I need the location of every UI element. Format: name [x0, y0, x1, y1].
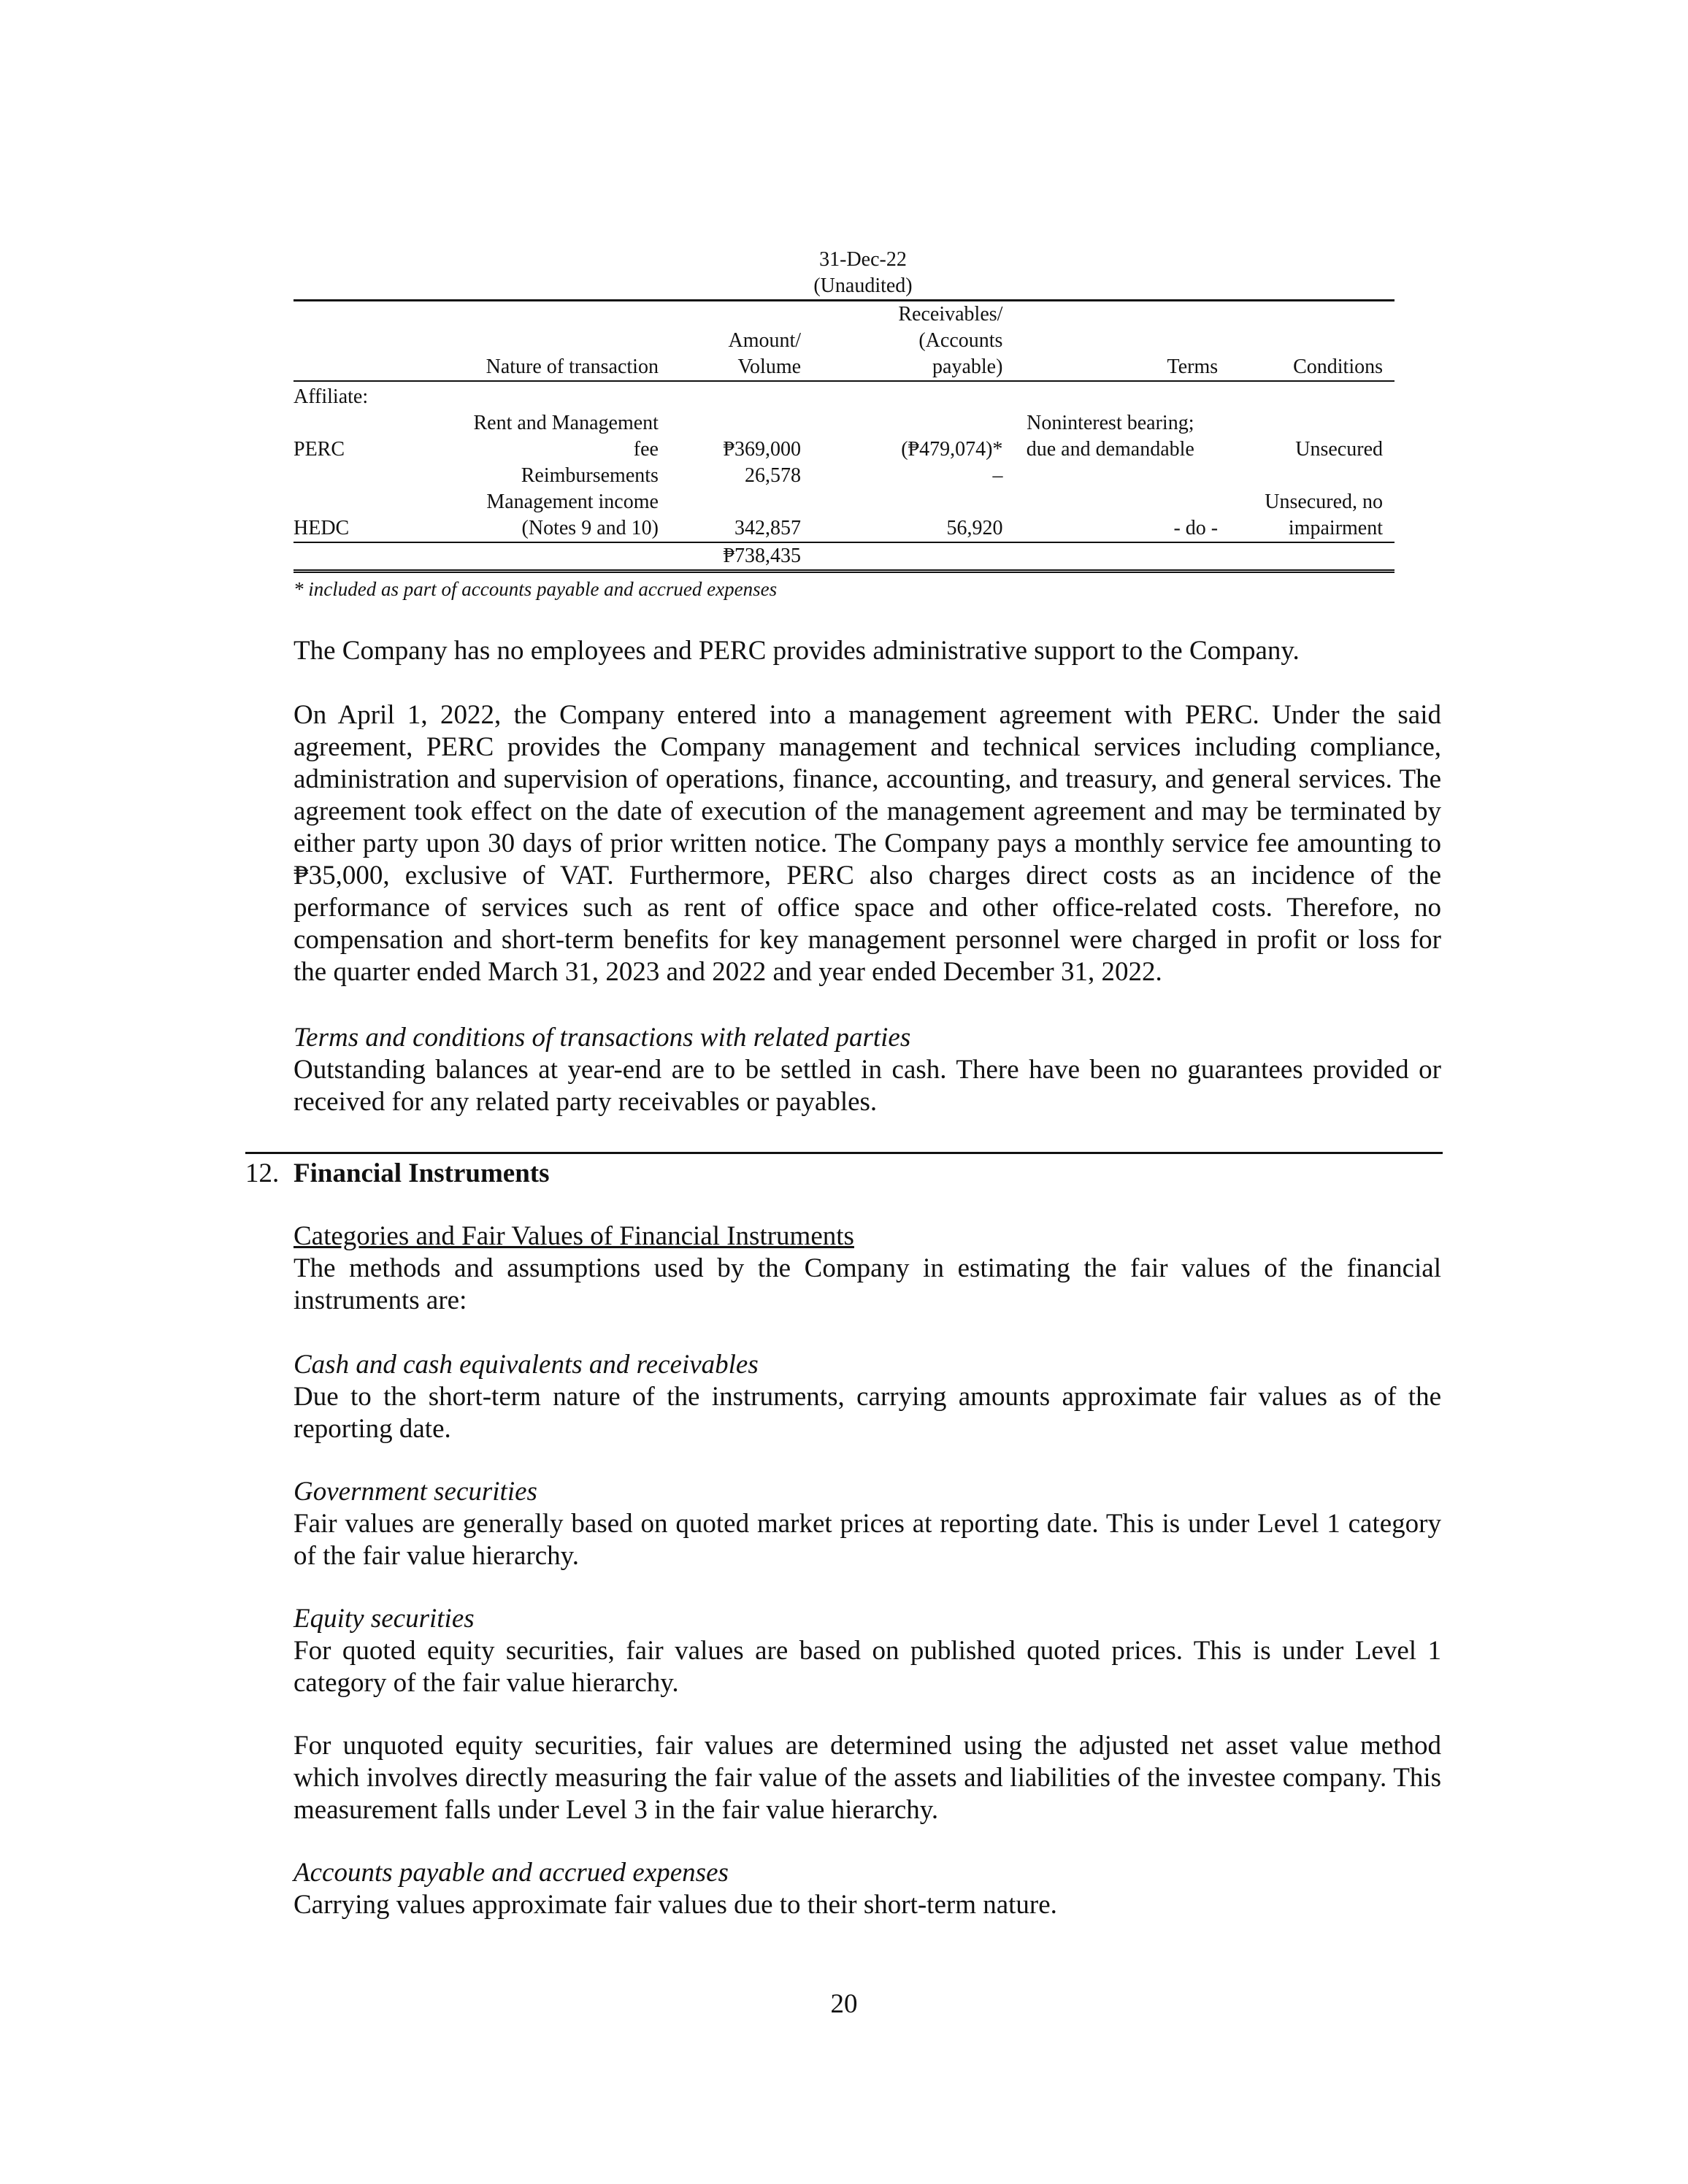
terms-conditions-heading: Terms and conditions of transactions with related parties — [294, 1023, 911, 1053]
gov-heading: Government securities — [294, 1477, 537, 1507]
cash-text: Due to the short-term nature of the instruments, carrying amounts approximate fair values as of the reporting date. — [294, 1382, 1441, 1444]
hedc-receivable: 56,920 — [801, 515, 1002, 542]
hdr-terms: Terms — [1002, 354, 1218, 381]
equity-text: For quoted equity securities, fair values are based on published quoted prices. This is under Level 1 category of the fair value hierarchy. — [294, 1636, 1441, 1698]
related-party-table — [294, 247, 1394, 602]
ap-heading: Accounts payable and accrued expenses — [294, 1858, 729, 1888]
reimb-amount: 26,578 — [745, 464, 802, 487]
cash-heading: Cash and cash equivalents and receivables — [294, 1350, 759, 1380]
section-title: Financial Instruments — [294, 1158, 550, 1188]
unquoted-equity-text: For unquoted equity securities, fair values are determined using the adjusted net asset value method which involves directly measuring the fair value of the assets and liabilities of the investee company. This measurement falls under Level 3 in the fair value hierarchy. — [294, 1731, 1441, 1825]
perc-conditions: Unsecured — [1295, 438, 1383, 461]
gov-text: Fair values are generally based on quoted market prices at reporting date. This is under Level 1 category of the fair value hierarchy. — [294, 1509, 1441, 1571]
cash-block — [294, 1349, 1441, 1445]
perc-amount: ₱369,000 — [723, 438, 802, 461]
perc-nature-l1: Rent and Management — [473, 412, 659, 434]
hdr-nature: Nature of transaction — [442, 354, 659, 381]
fair-values-intro-block — [294, 1220, 1441, 1317]
terms-conditions-text: Outstanding balances at year-end are to be settled in cash. There have been no guarantees provided or received for any related party receivables or payables. — [294, 1055, 1441, 1117]
equity-securities-block — [294, 1603, 1441, 1699]
equity-heading: Equity securities — [294, 1604, 475, 1634]
section-number: 12. — [245, 1158, 280, 1188]
hdr-recv-l3: payable) — [801, 354, 1002, 381]
hdr-amount-l1: Amount/ — [728, 329, 802, 352]
hedc-conditions-l2: impairment — [1218, 515, 1394, 542]
perc-receivable: (₱479,074)* — [901, 438, 1003, 461]
hedc-terms: - do - — [1002, 515, 1218, 542]
hedc-name: HEDC — [294, 515, 442, 542]
total-amount: ₱738,435 — [659, 542, 801, 572]
section-12-heading — [245, 1158, 550, 1190]
hedc-nature-l2: (Notes 9 and 10) — [442, 515, 659, 542]
paragraph-management-agreement: On April 1, 2022, the Company entered into a management agreement with PERC. Under the said agreement, PERC provides the Company management and technical services including compliance, administration and supervision of operations, finance, accounting, and treasury, and general services. The agreement took effect on the date of execution of the management agreement and may be terminated by either party upon 30 days of prior written notice. The Company pays a monthly service fee amounting to ₱35,000, exclusive of VAT. Furthermore, PERC also charges direct costs as an incidence of the performance of services such as rent of office space and other office-related costs. Therefore, no compensation and short-term benefits for key management personnel were charged in profit or loss for the quarter ended March 31, 2023 and 2022 and year ended December 31, 2022. — [294, 700, 1441, 987]
table-footnote: * included as part of accounts payable and accrued expenses — [294, 578, 778, 600]
paragraph-no-employees: The Company has no employees and PERC provides administrative support to the Company. — [294, 636, 1300, 666]
terms-conditions-block — [294, 1022, 1441, 1118]
section-divider — [245, 1152, 1443, 1154]
ap-text: Carrying values approximate fair values due to their short-term nature. — [294, 1890, 1057, 1920]
hedc-nature-l1: Management income — [486, 491, 659, 513]
hdr-conditions: Conditions — [1218, 354, 1394, 381]
fair-values-subheading: Categories and Fair Values of Financial Instruments — [294, 1221, 854, 1251]
affiliate-label: Affiliate: — [294, 385, 369, 408]
hedc-amount: 342,857 — [659, 515, 801, 542]
perc-terms-l1: Noninterest bearing; — [1027, 412, 1194, 434]
reimb-receivable: – — [992, 464, 1003, 487]
fair-values-intro: The methods and assumptions used by the Company in estimating the fair values of the financial instruments are: — [294, 1253, 1441, 1315]
hdr-recv-l1: Receivables/ — [898, 303, 1003, 326]
table-grid — [294, 299, 1394, 573]
reimb-label: Reimbursements — [521, 464, 659, 487]
perc-nature-l2: fee — [633, 438, 659, 461]
accounts-payable-block — [294, 1857, 1441, 1921]
period-note: (Unaudited) — [813, 274, 913, 297]
table-period-header — [753, 247, 972, 299]
hdr-amount-l2: Volume — [659, 354, 801, 381]
period-date: 31-Dec-22 — [819, 248, 907, 271]
perc-name: PERC — [294, 438, 345, 461]
hedc-conditions-l1: Unsecured, no — [1265, 491, 1383, 513]
hdr-recv-l2: (Accounts — [918, 329, 1003, 352]
government-securities-block — [294, 1476, 1441, 1572]
perc-terms-l2: due and demandable — [1026, 438, 1194, 461]
page-number: 20 — [830, 1989, 858, 2019]
